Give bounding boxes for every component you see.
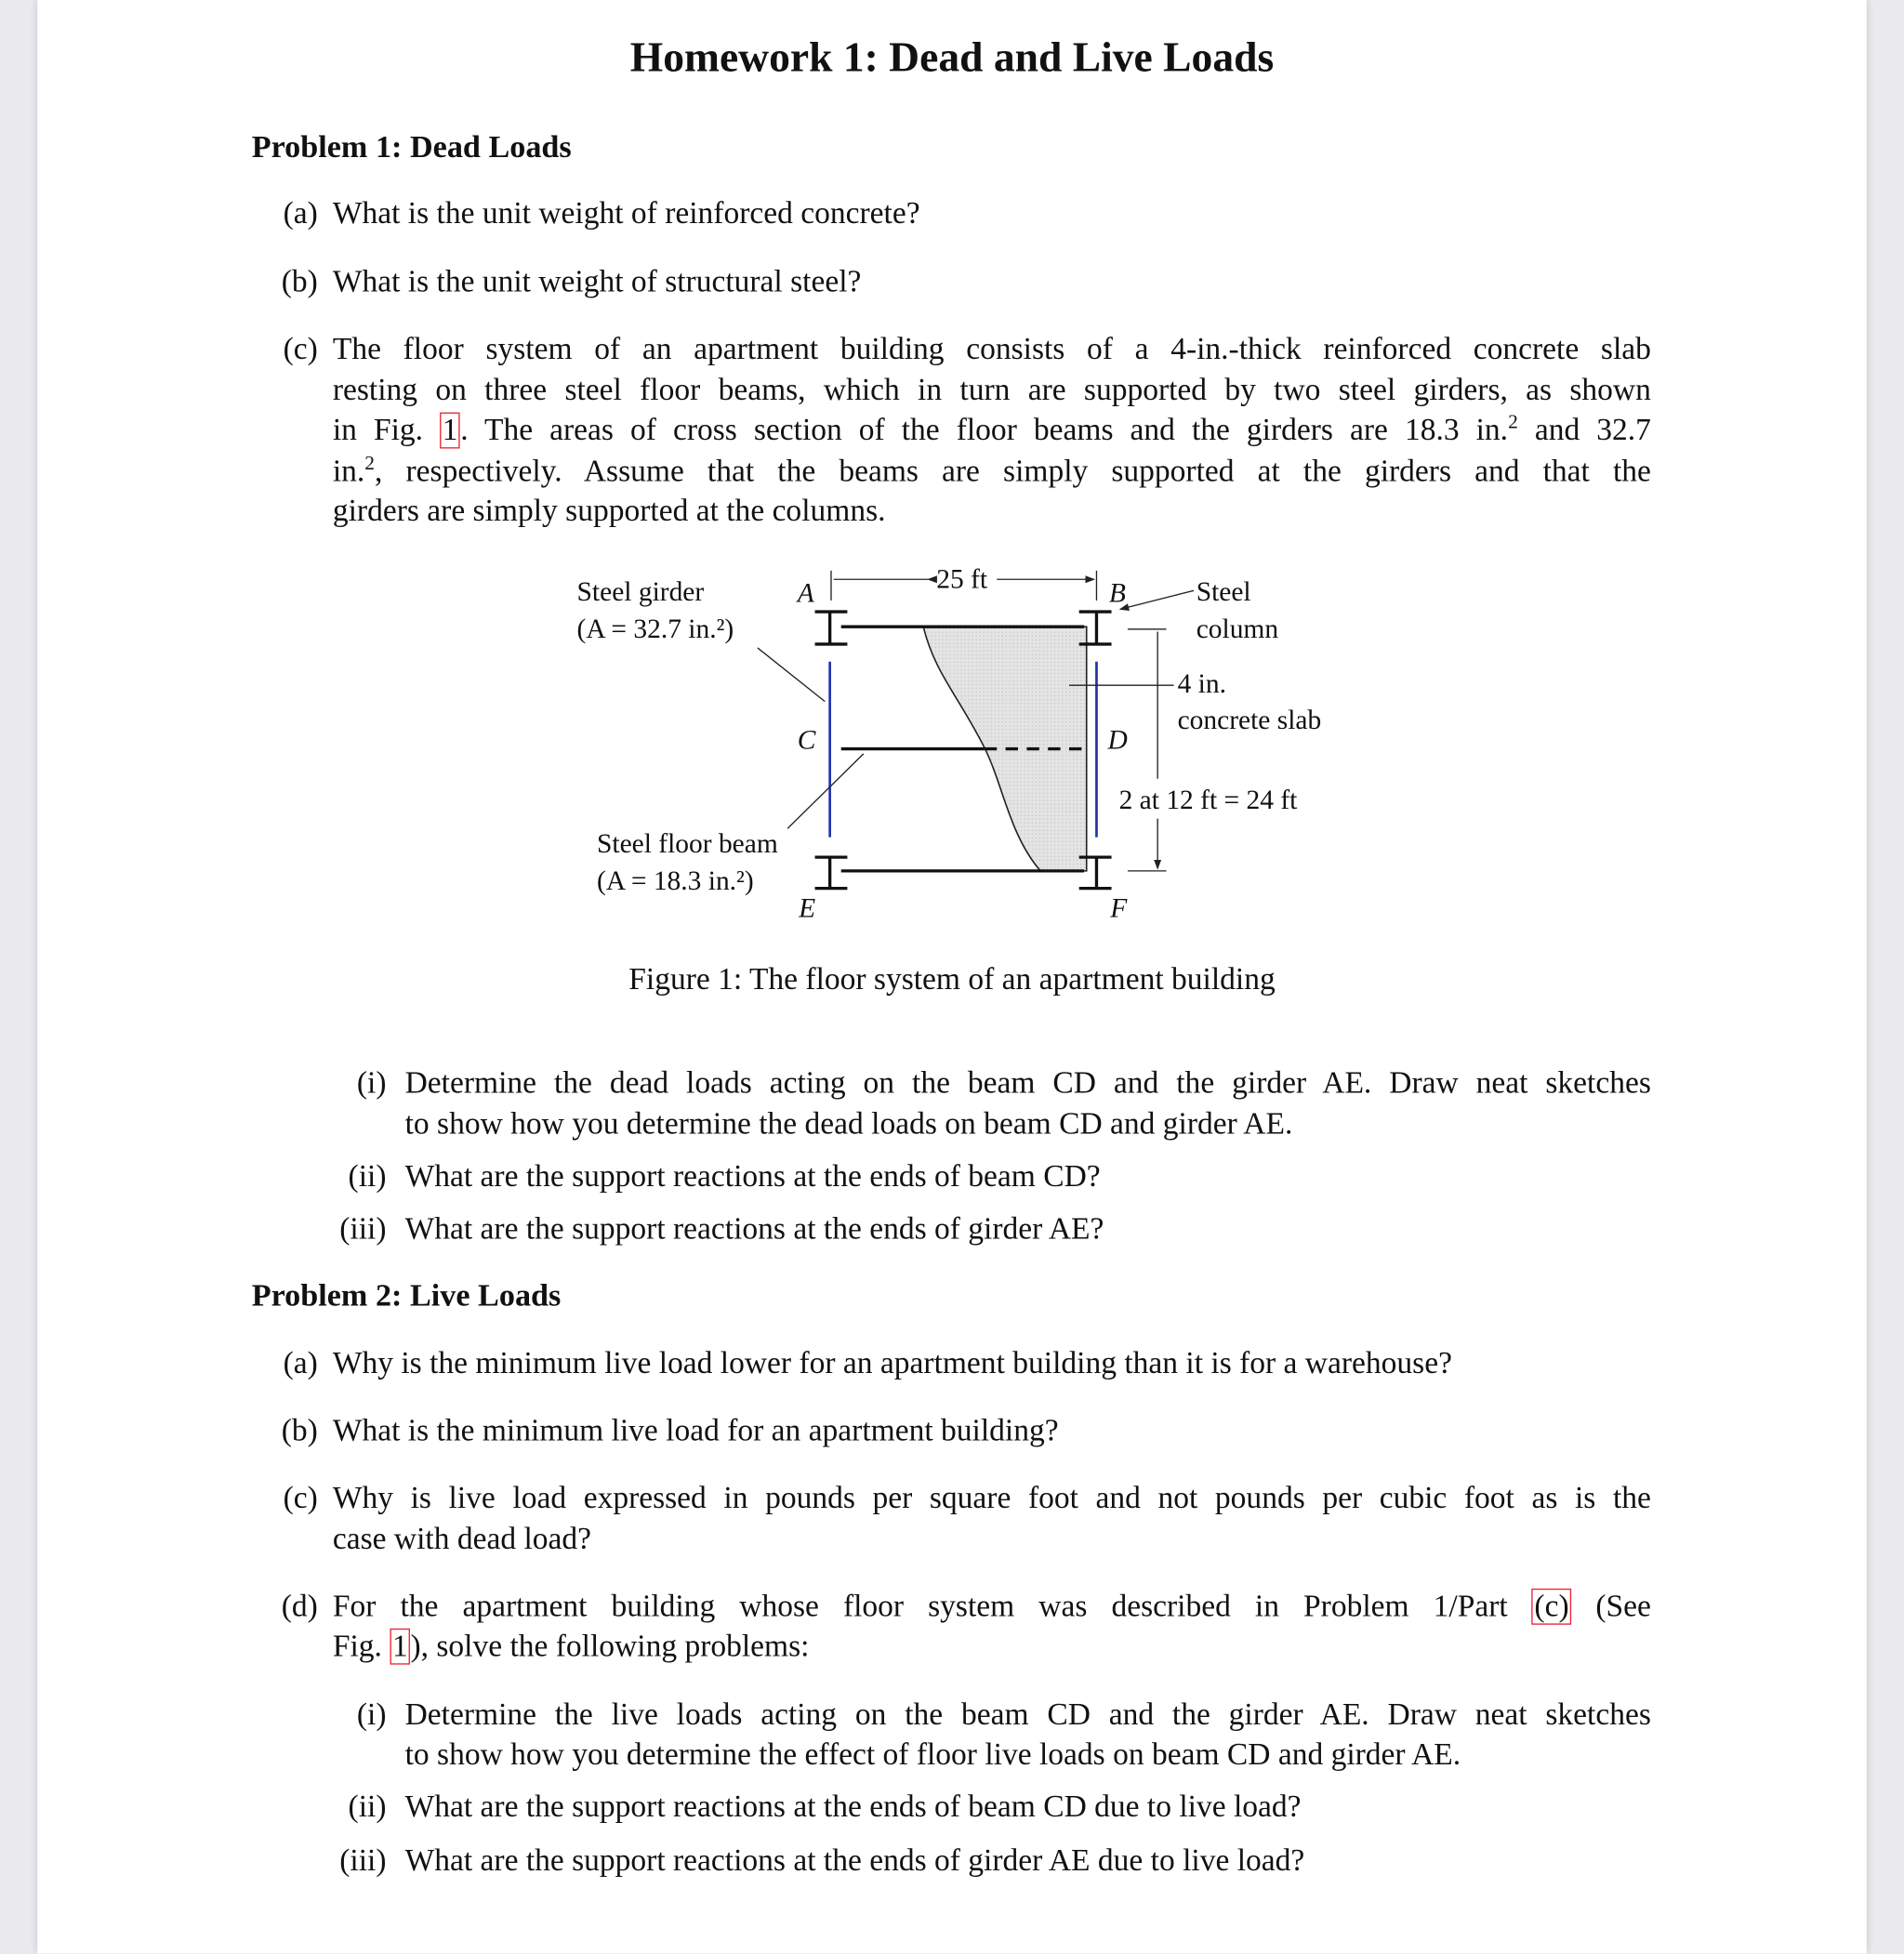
problem-2-heading: Problem 2: Live Loads [251,1276,562,1314]
figure-reference-link[interactable]: 1 [390,1629,410,1665]
text: ), solve the following problems: [410,1630,810,1664]
question-text: The floor system of an apartment building consists of a 4-in.-thick reinforced concrete slab [332,332,1651,367]
question-text: What is the minimum live load for an apartment building? [332,1414,1059,1448]
item-label: (i) [356,1697,387,1733]
item-label: (a) [283,1346,318,1381]
question-text: Determine the live loads acting on the beam CD and the girder AE. Draw neat sketches [404,1697,1651,1733]
bay-label: 2 at 12 ft = 24 ft [1118,785,1298,815]
page-title: Homework 1: Dead and Live Loads [629,34,1275,82]
superscript: 2 [364,453,376,475]
question-text: case with dead load? [332,1522,592,1557]
girder-leader [758,648,825,702]
item-label: (c) [283,1481,318,1515]
text: , respectively. Assume that the beams are simply supported at the girders and that the [375,455,1651,489]
item-label: (c) [283,332,318,367]
steel-floor-beam-label: Steel floor beam [597,828,778,859]
question-text: resting on three steel floor beams, which in turn are supported by two steel girders, as shown [332,374,1651,408]
text: and 32.7 [1517,413,1651,448]
beam-leader [787,754,864,828]
question-text: What are the support reactions at the ends of beam CD due to live load? [404,1790,1302,1825]
item-label: (iii) [339,1843,387,1878]
question-text [333,1589,1651,1626]
steel-girder-label: Steel girder [576,577,705,608]
question-text: to show how you determine the dead loads on beam CD and girder AE. [404,1107,1293,1142]
question-text: Why is live load expressed in pounds per square foot and not pounds per cubic foot as is the [332,1481,1651,1515]
slab-thickness-label: 4 in. [1177,669,1226,700]
span-label: 25 ft [936,564,988,595]
steel-column-label: column [1196,614,1279,645]
question-text: girders are simply supported at the columns. [332,495,886,529]
floor-system-figure [549,548,1371,934]
item-label: (iii) [339,1212,387,1247]
question-text: What are the support reactions at the ends of girder AE due to live load? [404,1843,1305,1878]
question-text [333,454,1651,491]
question-text: What are the support reactions at the ends of beam CD? [404,1159,1101,1195]
beam-area-label: (A = 18.3 in.²) [597,865,754,896]
part-reference-link[interactable]: (c) [1532,1589,1572,1625]
point-b-label: B [1108,578,1126,609]
figure-reference-link[interactable]: 1 [440,413,460,449]
problem-1-heading: Problem 1: Dead Loads [251,128,572,165]
text: (See [1571,1590,1651,1624]
item-label: (b) [281,265,318,299]
slab-label: concrete slab [1177,706,1322,736]
item-label: (d) [281,1590,318,1624]
point-d-label: D [1107,725,1128,756]
point-e-label: E [799,893,816,924]
column-e [815,857,848,889]
point-c-label: C [797,725,816,756]
item-label: (a) [283,196,318,231]
text: For the apartment building whose floor system was described in Problem 1/Part [332,1590,1532,1624]
question-text: What is the unit weight of structural steel? [332,265,862,299]
steel-column-label: Steel [1196,577,1251,608]
question-text: What is the unit weight of reinforced concrete? [332,196,920,231]
text: in. [332,455,365,489]
text: in Fig. [332,413,441,448]
item-label: (b) [281,1414,318,1448]
column-leader [1120,590,1194,609]
question-text: to show how you determine the effect of floor live loads on beam CD and girder AE. [404,1737,1461,1772]
superscript: 2 [1508,412,1518,433]
question-text [333,413,1651,450]
question-text: What are the support reactions at the ends of girder AE? [404,1212,1104,1247]
text: Fig. [332,1630,390,1664]
question-text [333,1629,810,1666]
question-text: Determine the dead loads acting on the beam CD and the girder AE. Draw neat sketches [404,1066,1651,1101]
point-a-label: A [797,578,814,609]
point-f-label: F [1110,893,1128,924]
figure-caption: Figure 1: The floor system of an apartment building [628,963,1276,997]
question-text: Why is the minimum live load lower for an apartment building than it is for a warehouse? [332,1346,1452,1381]
item-label: (i) [356,1066,387,1101]
item-label: (ii) [348,1790,387,1825]
text: . The areas of cross section of the floor beams and the girders are 18.3 in. [460,413,1509,448]
girder-area-label: (A = 32.7 in.²) [576,614,734,645]
item-label: (ii) [348,1159,387,1195]
